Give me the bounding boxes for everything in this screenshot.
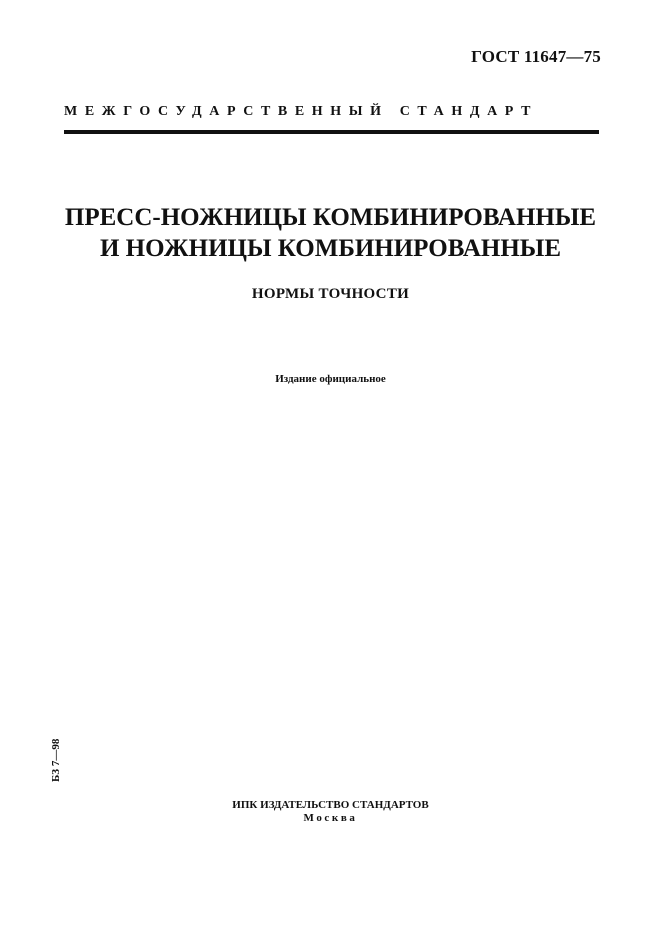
header-divider <box>64 130 599 134</box>
side-registration-code: БЗ 7—98 <box>50 738 62 782</box>
title-line-2: И НОЖНИЦЫ КОМБИНИРОВАННЫЕ <box>99 235 562 262</box>
title-line-1: ПРЕСС-НОЖНИЦЫ КОМБИНИРОВАННЫЕ <box>64 204 597 231</box>
standard-number: ГОСТ 11647—75 <box>471 47 601 66</box>
document-subtitle: НОРМЫ ТОЧНОСТИ <box>251 286 410 302</box>
edition-note: Издание официальное <box>275 373 386 385</box>
publisher-city: Москва <box>303 812 358 824</box>
standard-category: МЕЖГОСУДАРСТВЕННЫЙ СТАНДАРТ <box>64 104 539 119</box>
publisher-name: ИПК ИЗДАТЕЛЬСТВО СТАНДАРТОВ <box>232 799 429 811</box>
document-title <box>0 202 661 264</box>
